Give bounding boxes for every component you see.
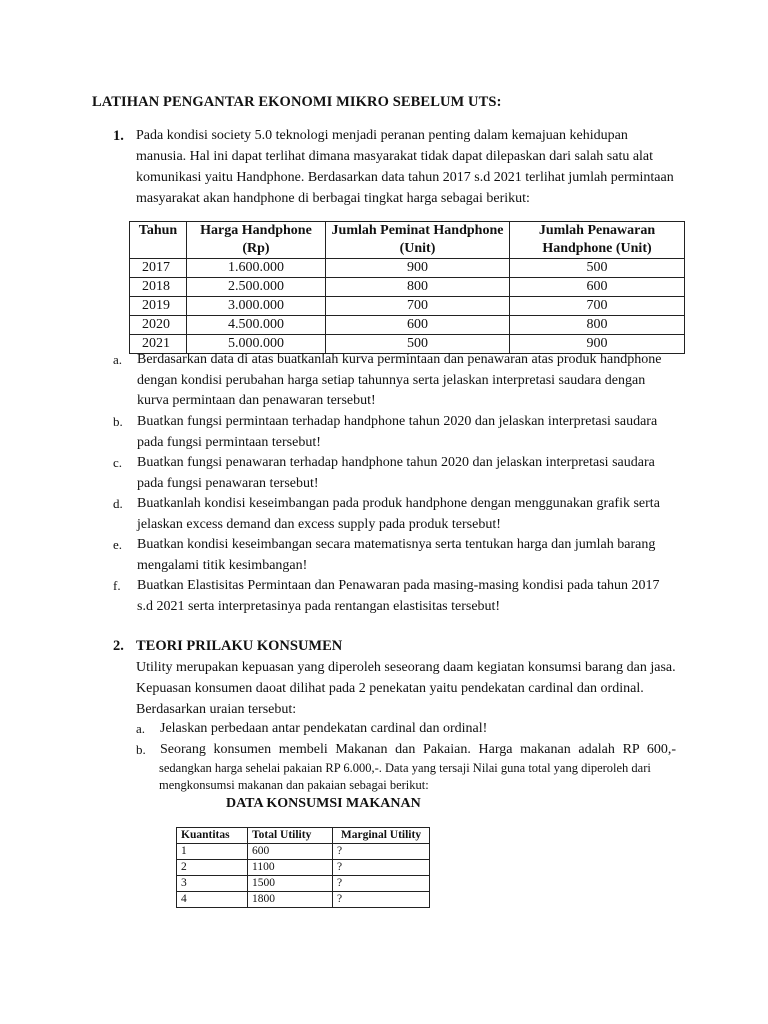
- item-label: a.: [113, 352, 123, 367]
- item-text: Buatkan fungsi penawaran terhadap handphone tahun 2020 dan jelaskan interpretasi saudara pada fungsi penawaran tersebut!: [137, 455, 655, 491]
- header-kuantitas: Kuantitas: [177, 828, 248, 844]
- table-header-row: [177, 828, 430, 844]
- table-header-row: [130, 222, 685, 259]
- question-1-intro: Pada kondisi society 5.0 teknologi menjadi peranan penting dalam kemajuan kehidupan manusia. Hal ini dapat terlihat dimana masyarakat tidak dapat dilepaskan dari salah satu alat komunikasi yaitu Handphone. Berdasarkan data tahun 2017 s.d 2021 terlihat jumlah permintaan masyarakat akan handphone di berbagai tingkat harga sebagai berikut:: [136, 128, 674, 206]
- cell-marginal-utility: ?: [333, 892, 430, 908]
- cell-marginal-utility: ?: [333, 844, 430, 860]
- item-text: Seorang konsumen membeli Makanan dan Pakaian. Harga makanan adalah RP 600,-: [160, 742, 676, 757]
- item-label: b.: [136, 742, 146, 757]
- item-text: Buatkan Elastisitas Permintaan dan Penawaran pada masing-masing kondisi pada tahun 2017 s.d 2021 serta interpretasinya pada rentangan elastisitas tersebut!: [137, 578, 660, 614]
- table-row: [177, 892, 430, 908]
- question-1-item-c: [113, 453, 673, 494]
- cell-harga: 4.500.000: [187, 316, 326, 335]
- handphone-data-table: [129, 221, 685, 354]
- item-text: Jelaskan perbedaan antar pendekatan cardinal dan ordinal!: [160, 721, 488, 736]
- cell-kuantitas: 2: [177, 860, 248, 876]
- item-text: Buatkan fungsi permintaan terhadap handphone tahun 2020 dan jelaskan interpretasi saudara pada fungsi permintaan tersebut!: [137, 414, 658, 450]
- cell-harga: 2.500.000: [187, 278, 326, 297]
- cell-peminat: 500: [326, 335, 510, 354]
- cell-peminat: 800: [326, 278, 510, 297]
- item-label: a.: [136, 721, 146, 736]
- cell-harga: 5.000.000: [187, 335, 326, 354]
- cell-penawaran: 600: [510, 278, 685, 297]
- table-row: [177, 876, 430, 892]
- cell-peminat: 600: [326, 316, 510, 335]
- table-row: [130, 297, 685, 316]
- cell-total-utility: 1100: [248, 860, 333, 876]
- cell-harga: 3.000.000: [187, 297, 326, 316]
- cell-peminat: 900: [326, 259, 510, 278]
- question-2-item-b: [136, 740, 676, 761]
- cell-kuantitas: 1: [177, 844, 248, 860]
- item-label: b.: [113, 414, 123, 429]
- document-title: LATIHAN PENGANTAR EKONOMI MIKRO SEBELUM UTS:: [92, 94, 502, 110]
- cell-tahun: 2021: [130, 335, 187, 354]
- cell-tahun: 2019: [130, 297, 187, 316]
- item-label: d.: [113, 496, 123, 511]
- cell-total-utility: 1500: [248, 876, 333, 892]
- header-tahun: Tahun: [130, 222, 187, 259]
- header-harga: Harga Handphone (Rp): [187, 222, 326, 259]
- cell-penawaran: 500: [510, 259, 685, 278]
- table-row: [177, 844, 430, 860]
- table-row: [130, 278, 685, 297]
- table-row: [177, 860, 430, 876]
- question-2-number: 2.: [113, 638, 124, 654]
- question-1-item-b: [113, 412, 673, 453]
- cell-penawaran: 700: [510, 297, 685, 316]
- item-text: Buatkan kondisi keseimbangan secara matematisnya serta tentukan harga dan jumlah barang mengalami titik kesimbangan!: [137, 537, 656, 573]
- question-1-item-a: [113, 350, 673, 412]
- cell-tahun: 2017: [130, 259, 187, 278]
- header-peminat: Jumlah Peminat Handphone (Unit): [326, 222, 510, 259]
- cell-total-utility: 1800: [248, 892, 333, 908]
- item-text: Buatkanlah kondisi keseimbangan pada produk handphone dengan menggunakan grafik serta jelaskan excess demand dan excess supply pada produk tersebut!: [137, 496, 660, 532]
- question-1-item-f: [113, 576, 673, 617]
- item-label: c.: [113, 455, 123, 470]
- item-label: e.: [113, 537, 123, 552]
- question-1-item-e: [113, 535, 673, 576]
- cell-tahun: 2020: [130, 316, 187, 335]
- header-total-utility: Total Utility: [248, 828, 333, 844]
- question-1-item-d: [113, 494, 673, 535]
- cell-kuantitas: 4: [177, 892, 248, 908]
- item-text: Berdasarkan data di atas buatkanlah kurva permintaan dan penawaran atas produk handphone dengan kondisi perubahan harga setiap tahunnya serta jelaskan interpretasi saudara dengan kurva permintaan dan penawaran tersebut!: [137, 352, 662, 408]
- cell-kuantitas: 3: [177, 876, 248, 892]
- table-row: [130, 316, 685, 335]
- header-marginal-utility: Marginal Utility: [333, 828, 430, 844]
- cell-tahun: 2018: [130, 278, 187, 297]
- cell-penawaran: 800: [510, 316, 685, 335]
- question-2-item-a: [136, 719, 676, 740]
- cell-penawaran: 900: [510, 335, 685, 354]
- consumption-data-table: [176, 827, 430, 908]
- question-1-number: 1.: [113, 128, 124, 144]
- question-2-item-b-continued: sedangkan harga sehelai pakaian RP 6.000,-. Data yang tersaji Nilai guna total yang diperoleh dari mengkonsumsi makanan dan pakaian sebagai berikut:: [159, 761, 651, 792]
- table-row: [130, 259, 685, 278]
- question-2-intro: Utility merupakan kepuasan yang diperoleh seseorang daam kegiatan konsumsi barang dan jasa. Kepuasan konsumen daoat dilihat pada 2 penekatan yaitu pendekatan cardinal dan ordinal. Berdasarkan uraian tersebut:: [136, 660, 676, 717]
- question-2-title: TEORI PRILAKU KONSUMEN: [136, 638, 343, 654]
- cell-harga: 1.600.000: [187, 259, 326, 278]
- cell-total-utility: 600: [248, 844, 333, 860]
- header-penawaran: Jumlah Penawaran Handphone (Unit): [510, 222, 685, 259]
- item-label: f.: [113, 578, 121, 593]
- cell-marginal-utility: ?: [333, 860, 430, 876]
- cell-marginal-utility: ?: [333, 876, 430, 892]
- consumption-table-title: DATA KONSUMSI MAKANAN: [226, 796, 421, 811]
- cell-peminat: 700: [326, 297, 510, 316]
